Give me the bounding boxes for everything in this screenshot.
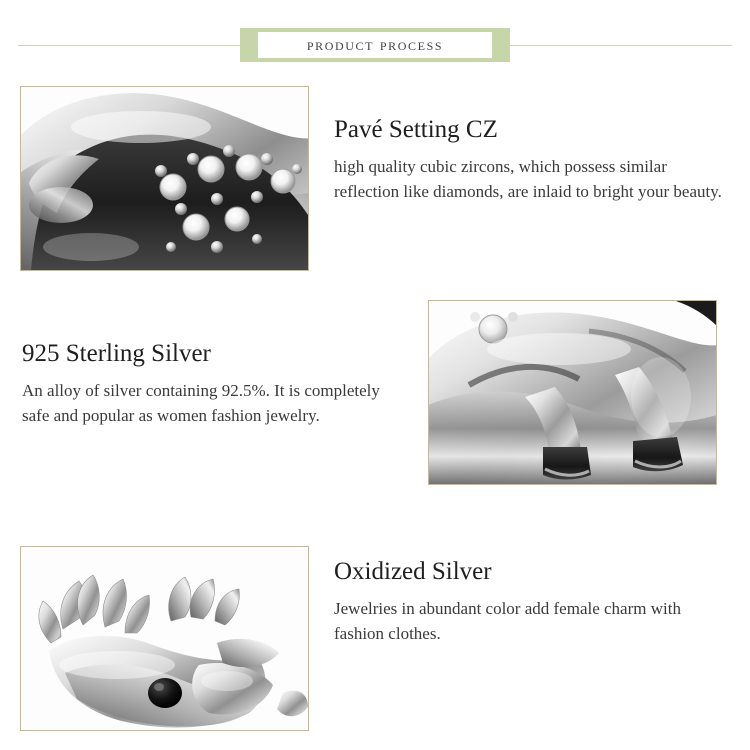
feature-body: Jewelries in abundant color add female charm with fashion clothes.	[334, 598, 681, 644]
page-title: product process	[306, 35, 444, 54]
feature-text-oxidized-silver	[334, 558, 724, 647]
feature-heading: Pavé Setting CZ	[334, 116, 498, 143]
feature-text-pave-setting-cz	[334, 116, 724, 205]
page-header	[0, 28, 750, 62]
feature-image-oxidized-silver	[20, 546, 309, 731]
reindeer-charm-illustration	[21, 547, 308, 730]
feature-body: high quality cubic zircons, which possess similar reflection like diamonds, are inlaid to bright your beauty.	[334, 156, 722, 202]
header-rule-left	[18, 45, 240, 46]
feature-body: An alloy of silver containing 92.5%. It is completely safe and popular as women fashion jewelry.	[22, 380, 380, 426]
feature-image-pave-setting-cz	[20, 86, 309, 271]
header-band-inner	[258, 32, 492, 58]
header-rule-right	[510, 45, 732, 46]
feature-image-925-sterling-silver	[428, 300, 717, 485]
feature-text-925-sterling-silver	[22, 340, 382, 429]
silver-legs-illustration	[429, 301, 716, 484]
pave-stones-illustration	[21, 87, 308, 270]
feature-heading: Oxidized Silver	[334, 558, 492, 585]
feature-heading: 925 Sterling Silver	[22, 340, 211, 367]
